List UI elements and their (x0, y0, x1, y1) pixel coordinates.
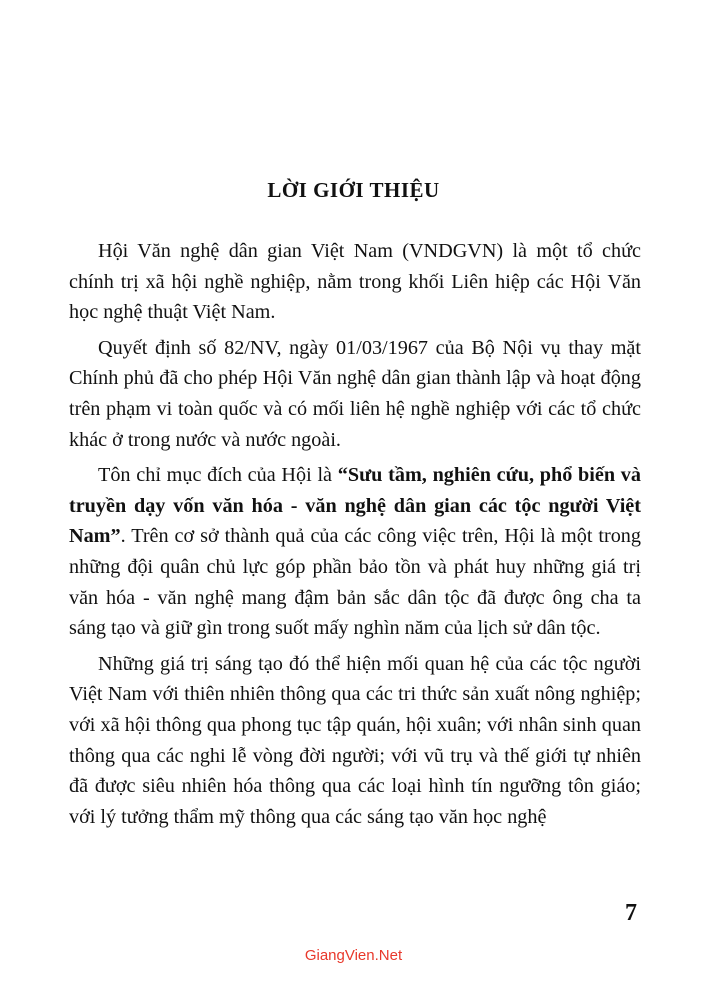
body-text (69, 236, 641, 837)
paragraph-2 (69, 333, 641, 455)
paragraph-1-text: Hội Văn nghệ dân gian Việt Nam (VNDGVN) là một tổ chức chính trị xã hội nghề nghiệp, nằm trong khối Liên hiệp các Hội Văn học nghệ thuật Việt Nam. (69, 240, 641, 324)
paragraph-3-text-start: Tôn chỉ mục đích của Hội là (98, 464, 338, 487)
page-number: 7 (625, 900, 637, 926)
page-title: LỜI GIỚI THIỆU (267, 178, 440, 202)
paragraph-3 (69, 460, 641, 644)
watermark: GiangVien.Net (304, 947, 403, 964)
paragraph-3-bold-quote: “Sưu tầm, nghiên cứu, phổ biến và truyền dạy vốn văn hóa - văn nghệ dân gian các tộc người Việt Nam” (69, 464, 641, 548)
paragraph-3-text-end: . Trên cơ sở thành quả của các công việc trên, Hội là một trong những đội quân chủ lực góp phần bảo tồn và phát huy những giá trị văn hóa - văn nghệ mang đậm bản sắc dân tộc đã được ông cha ta sáng tạo và giữ gìn trong suốt mấy nghìn năm của lịch sử dân tộc. (69, 525, 641, 640)
paragraph-4-text: Những giá trị sáng tạo đó thể hiện mối quan hệ của các tộc người Việt Nam với thiên nhiên thông qua các tri thức sản xuất nông nghiệp; với xã hội thông qua phong tục tập quán, hội xuân; với nhân sinh quan thông qua các nghi lễ vòng đời người; với vũ trụ và thế giới tự nhiên đã được siêu nhiên hóa thông qua các loại hình tín ngưỡng tôn giáo; với lý tưởng thẩm mỹ thông qua các sáng tạo văn học nghệ (69, 652, 641, 828)
paragraph-1 (69, 236, 641, 328)
paragraph-2-text: Quyết định số 82/NV, ngày 01/03/1967 của Bộ Nội vụ thay mặt Chính phủ đã cho phép Hội Văn nghệ dân gian thành lập và hoạt động trên phạm vi toàn quốc và có mối liên hệ nghề nghiệp với các tổ chức khác ở trong nước và nước ngoài. (69, 336, 641, 451)
paragraph-4 (69, 649, 641, 833)
